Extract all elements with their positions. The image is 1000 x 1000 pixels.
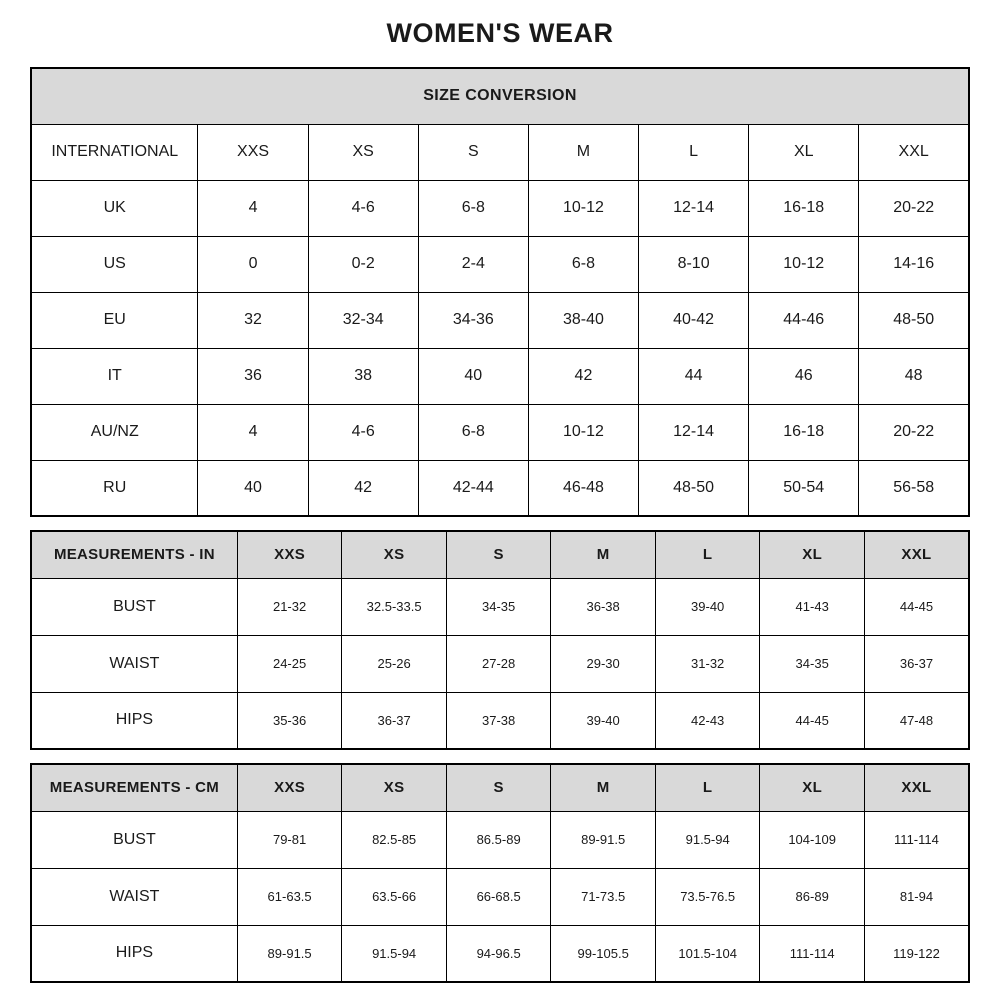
value-cell: 71-73.5 [551,868,656,925]
value-cell: 39-40 [655,578,760,635]
table-row [31,635,969,692]
value-cell: 38 [308,348,418,404]
value-cell: 82.5-85 [342,811,447,868]
value-cell: 86.5-89 [446,811,551,868]
value-cell: 35-36 [237,692,342,749]
value-cell: 8-10 [639,236,749,292]
row-label: EU [31,292,198,348]
value-cell: 48-50 [639,460,749,516]
value-cell: 4-6 [308,404,418,460]
table-row [31,348,969,404]
value-cell: 39-40 [551,692,656,749]
value-cell: 40 [418,348,528,404]
value-cell: 27-28 [446,635,551,692]
value-cell: 47-48 [864,692,969,749]
value-cell: 46-48 [528,460,638,516]
value-cell: 32-34 [308,292,418,348]
table-title: SIZE CONVERSION [31,68,969,124]
row-label: WAIST [31,635,237,692]
value-cell: 6-8 [418,180,528,236]
value-cell: 36-37 [342,692,447,749]
value-cell: 0 [198,236,308,292]
value-cell: 12-14 [639,180,749,236]
column-header: XXS [237,531,342,578]
page-title: WOMEN'S WEAR [386,18,614,48]
column-header: XXS [237,764,342,811]
value-cell: 10-12 [528,404,638,460]
row-label: US [31,236,198,292]
column-header: L [655,764,760,811]
column-header: XL [749,124,859,180]
column-header: L [639,124,749,180]
row-label: HIPS [31,925,237,982]
value-cell: 10-12 [749,236,859,292]
value-cell: 63.5-66 [342,868,447,925]
column-header: S [418,124,528,180]
column-header: S [446,531,551,578]
value-cell: 6-8 [418,404,528,460]
row-label: WAIST [31,868,237,925]
row-label: HIPS [31,692,237,749]
value-cell: 4 [198,180,308,236]
value-cell: 79-81 [237,811,342,868]
value-cell: 101.5-104 [655,925,760,982]
value-cell: 42-44 [418,460,528,516]
value-cell: 38-40 [528,292,638,348]
value-cell: 44 [639,348,749,404]
value-cell: 119-122 [864,925,969,982]
value-cell: 10-12 [528,180,638,236]
value-cell: 111-114 [760,925,865,982]
table-row [31,811,969,868]
value-cell: 91.5-94 [342,925,447,982]
value-cell: 99-105.5 [551,925,656,982]
row-label: BUST [31,578,237,635]
value-cell: 32 [198,292,308,348]
value-cell: 42 [308,460,418,516]
row-label: UK [31,180,198,236]
value-cell: 34-36 [418,292,528,348]
column-header: XS [342,764,447,811]
value-cell: 89-91.5 [237,925,342,982]
value-cell: 24-25 [237,635,342,692]
value-cell: 4-6 [308,180,418,236]
value-cell: 16-18 [749,404,859,460]
value-cell: 14-16 [859,236,969,292]
column-header: L [655,531,760,578]
table-row [31,292,969,348]
value-cell: 104-109 [760,811,865,868]
value-cell: 31-32 [655,635,760,692]
column-header: XXL [864,531,969,578]
table-row [31,578,969,635]
column-header: M [528,124,638,180]
value-cell: 36-37 [864,635,969,692]
value-cell: 42 [528,348,638,404]
value-cell: 48 [859,348,969,404]
table-row [31,180,969,236]
value-cell: 25-26 [342,635,447,692]
column-header: XS [308,124,418,180]
value-cell: 111-114 [864,811,969,868]
value-cell: 44-45 [864,578,969,635]
measurements-cm-table [30,763,970,983]
value-cell: 81-94 [864,868,969,925]
row-label: IT [31,348,198,404]
size-conversion-table [30,67,970,517]
value-cell: 46 [749,348,859,404]
value-cell: 40-42 [639,292,749,348]
column-header: XXL [859,124,969,180]
value-cell: 4 [198,404,308,460]
header-row [31,531,969,578]
table-row [31,692,969,749]
column-header: M [551,764,656,811]
value-cell: 41-43 [760,578,865,635]
value-cell: 36 [198,348,308,404]
column-header: XXL [864,764,969,811]
value-cell: 34-35 [446,578,551,635]
value-cell: 91.5-94 [655,811,760,868]
value-cell: 89-91.5 [551,811,656,868]
value-cell: 50-54 [749,460,859,516]
value-cell: 44-46 [749,292,859,348]
row-label: RU [31,460,198,516]
header-row [31,764,969,811]
value-cell: 0-2 [308,236,418,292]
value-cell: 6-8 [528,236,638,292]
column-header: S [446,764,551,811]
value-cell: 2-4 [418,236,528,292]
value-cell: 86-89 [760,868,865,925]
value-cell: 34-35 [760,635,865,692]
value-cell: 56-58 [859,460,969,516]
measurements-in-table [30,530,970,750]
table-row [31,925,969,982]
value-cell: 66-68.5 [446,868,551,925]
header-label: INTERNATIONAL [31,124,198,180]
column-header: XS [342,531,447,578]
table-row [31,868,969,925]
table-title-row [31,68,969,124]
value-cell: 73.5-76.5 [655,868,760,925]
value-cell: 44-45 [760,692,865,749]
value-cell: 20-22 [859,180,969,236]
value-cell: 32.5-33.5 [342,578,447,635]
value-cell: 61-63.5 [237,868,342,925]
column-header: XXS [198,124,308,180]
value-cell: 37-38 [446,692,551,749]
column-header: XL [760,531,865,578]
value-cell: 20-22 [859,404,969,460]
header-row [31,124,969,180]
column-header: M [551,531,656,578]
table-row [31,236,969,292]
value-cell: 29-30 [551,635,656,692]
value-cell: 36-38 [551,578,656,635]
table-row [31,404,969,460]
header-label: MEASUREMENTS - IN [31,531,237,578]
header-label: MEASUREMENTS - CM [31,764,237,811]
value-cell: 21-32 [237,578,342,635]
value-cell: 48-50 [859,292,969,348]
value-cell: 16-18 [749,180,859,236]
table-row [31,460,969,516]
value-cell: 40 [198,460,308,516]
value-cell: 42-43 [655,692,760,749]
row-label: BUST [31,811,237,868]
row-label: AU/NZ [31,404,198,460]
value-cell: 94-96.5 [446,925,551,982]
column-header: XL [760,764,865,811]
value-cell: 12-14 [639,404,749,460]
